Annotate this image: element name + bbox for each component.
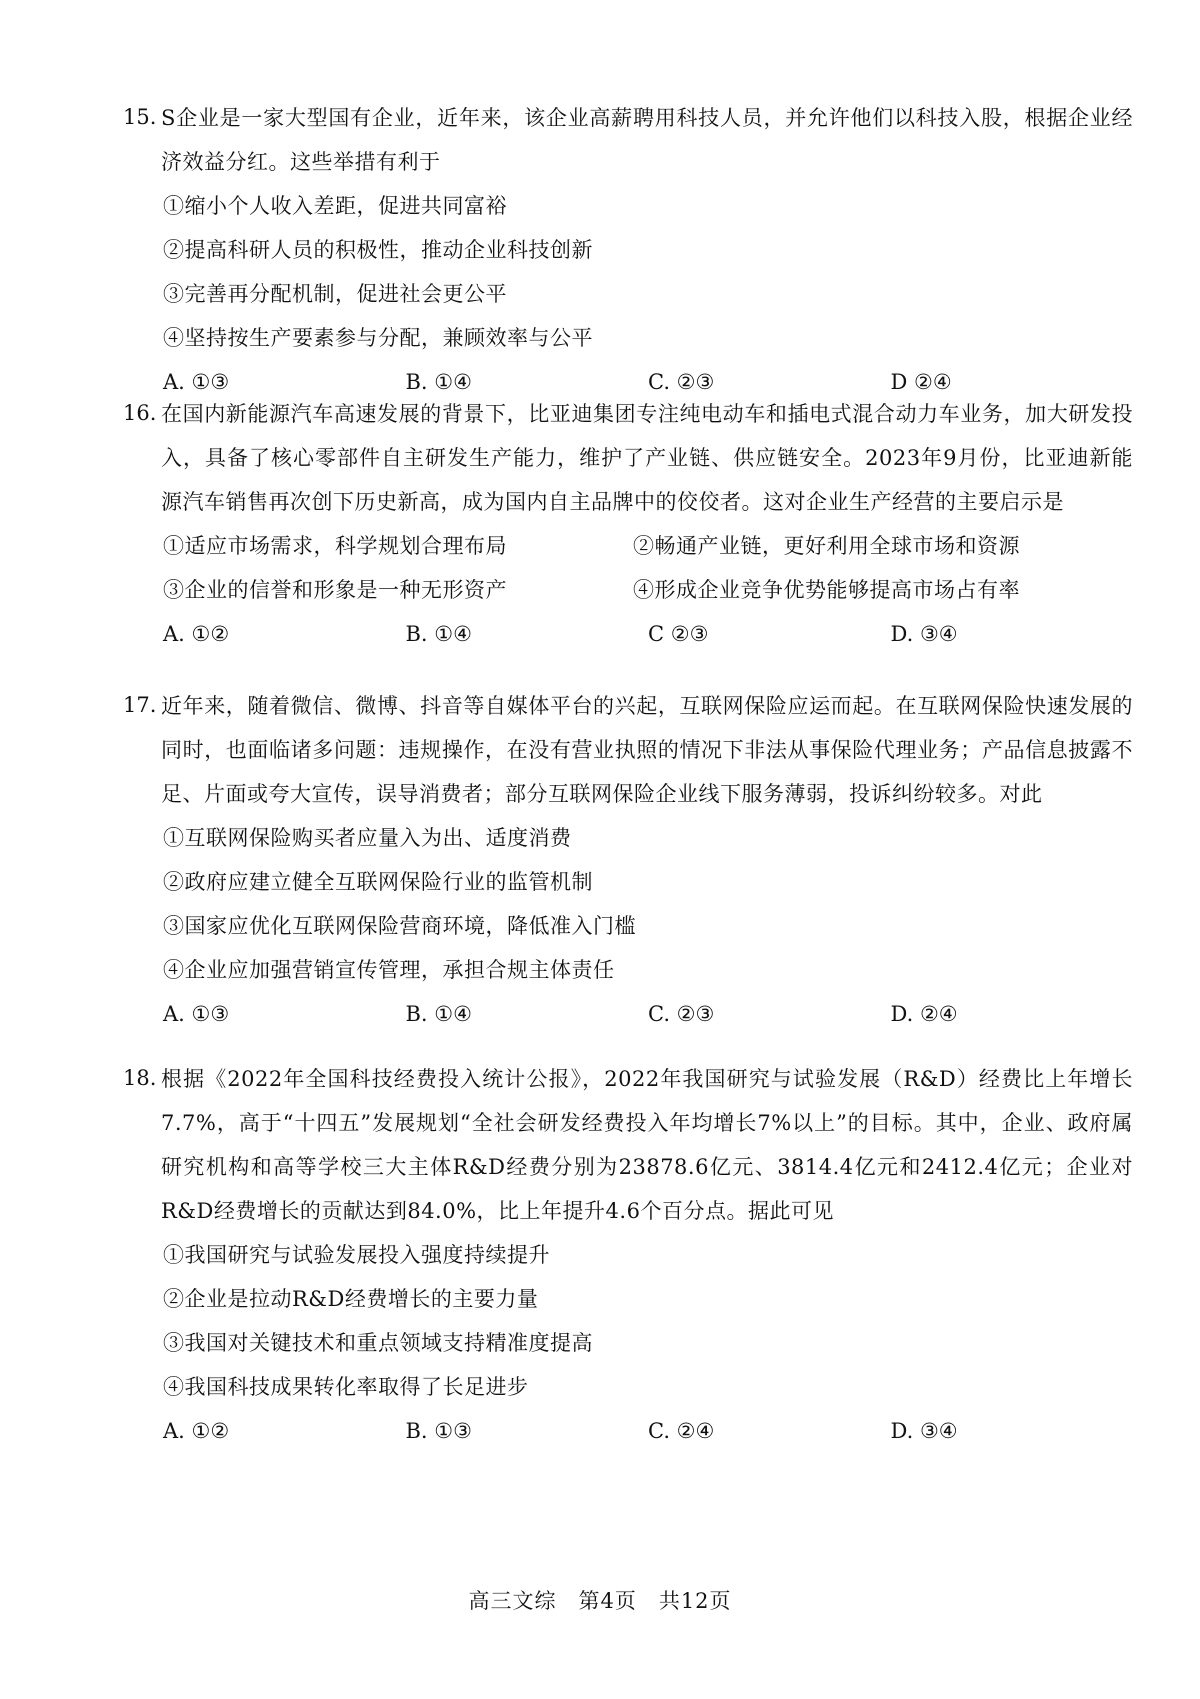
question-number: 15.	[123, 105, 157, 129]
statement-2: ②畅通产业链，更好利用全球市场和资源	[633, 534, 1020, 558]
statement-1: ①我国研究与试验发展投入强度持续提升	[163, 1243, 550, 1267]
statement-3: ③我国对关键技术和重点领域支持精准度提高	[163, 1331, 593, 1355]
question-number: 17.	[123, 693, 157, 717]
choice-b: B. ①③	[405, 1419, 472, 1443]
statement-2: ②政府应建立健全互联网保险行业的监管机制	[163, 870, 593, 894]
statement-row	[163, 568, 1133, 612]
choice-a: A. ①③	[163, 1002, 230, 1026]
choice-c: C ②③	[648, 622, 709, 646]
statement-1: ①适应市场需求，科学规划合理布局	[163, 534, 507, 558]
statement-4: ④形成企业竞争优势能够提高市场占有率	[633, 578, 1020, 602]
statement-3: ③完善再分配机制，促进社会更公平	[163, 282, 507, 306]
statement-4: ④我国科技成果转化率取得了长足进步	[163, 1375, 529, 1399]
question-18	[123, 1057, 1133, 1453]
question-16	[123, 392, 1133, 656]
question-stem: S企业是一家大型国有企业，近年来，该企业高薪聘用科技人员，并允许他们以科技入股，根据企业经济效益分红。这些举措有利于	[161, 106, 1133, 174]
choice-d: D ②④	[890, 370, 952, 394]
choice-d: D. ③④	[890, 622, 958, 646]
statement-3: ③企业的信誉和形象是一种无形资产	[163, 578, 507, 602]
choice-b: B. ①④	[405, 622, 472, 646]
choice-a: A. ①②	[163, 622, 230, 646]
statement-2: ②提高科研人员的积极性，推动企业科技创新	[163, 238, 593, 262]
statement-1: ①互联网保险购买者应量入为出、适度消费	[163, 826, 572, 850]
answer-choices	[163, 612, 1133, 656]
question-stem: 近年来，随着微信、微博、抖音等自媒体平台的兴起，互联网保险应运而起。在互联网保险快速发展的同时，也面临诸多问题：违规操作，在没有营业执照的情况下非法从事保险代理业务；产品信息披露不足、片面或夸大宣传，误导消费者；部分互联网保险企业线下服务薄弱，投诉纠纷较多。对此	[161, 694, 1133, 806]
choice-c: C. ②③	[648, 1002, 715, 1026]
statement-row	[163, 524, 1133, 568]
answer-choices	[163, 1409, 1133, 1453]
page-footer: 高三文综 第4页 共12页	[468, 1589, 732, 1613]
choice-c: C. ②③	[648, 370, 715, 394]
statement-4: ④坚持按生产要素参与分配，兼顾效率与公平	[163, 326, 593, 350]
question-17	[123, 684, 1133, 1036]
choice-a: A. ①③	[163, 370, 230, 394]
statement-3: ③国家应优化互联网保险营商环境，降低准入门槛	[163, 914, 636, 938]
question-number: 18.	[123, 1066, 157, 1090]
question-stem: 在国内新能源汽车高速发展的背景下，比亚迪集团专注纯电动车和插电式混合动力车业务，加大研发投入，具备了核心零部件自主研发生产能力，维护了产业链、供应链安全。2023年9月份，比亚迪新能源汽车销售再次创下历史新高，成为国内自主品牌中的佼佼者。这对企业生产经营的主要启示是	[161, 402, 1133, 514]
question-15	[123, 96, 1133, 404]
choice-b: B. ①④	[405, 370, 472, 394]
statement-1: ①缩小个人收入差距，促进共同富裕	[163, 194, 507, 218]
choice-d: D. ③④	[890, 1419, 958, 1443]
choice-b: B. ①④	[405, 1002, 472, 1026]
choice-c: C. ②④	[648, 1419, 715, 1443]
answer-choices	[163, 992, 1133, 1036]
statement-4: ④企业应加强营销宣传管理，承担合规主体责任	[163, 958, 615, 982]
statement-2: ②企业是拉动R&D经费增长的主要力量	[163, 1287, 539, 1311]
choice-a: A. ①②	[163, 1419, 230, 1443]
question-stem: 根据《2022年全国科技经费投入统计公报》，2022年我国研究与试验发展（R&D）经费比上年增长7.7%，高于“十四五”发展规划“全社会研发经费投入年均增长7%以上”的目标。其中，企业、政府属研究机构和高等学校三大主体R&D经费分别为23878.6亿元、3814.4亿元和2412.4亿元；企业对R&D经费增长的贡献达到84.0%，比上年提升4.6个百分点。据此可见	[161, 1067, 1133, 1223]
choice-d: D. ②④	[890, 1002, 958, 1026]
question-number: 16.	[123, 401, 157, 425]
